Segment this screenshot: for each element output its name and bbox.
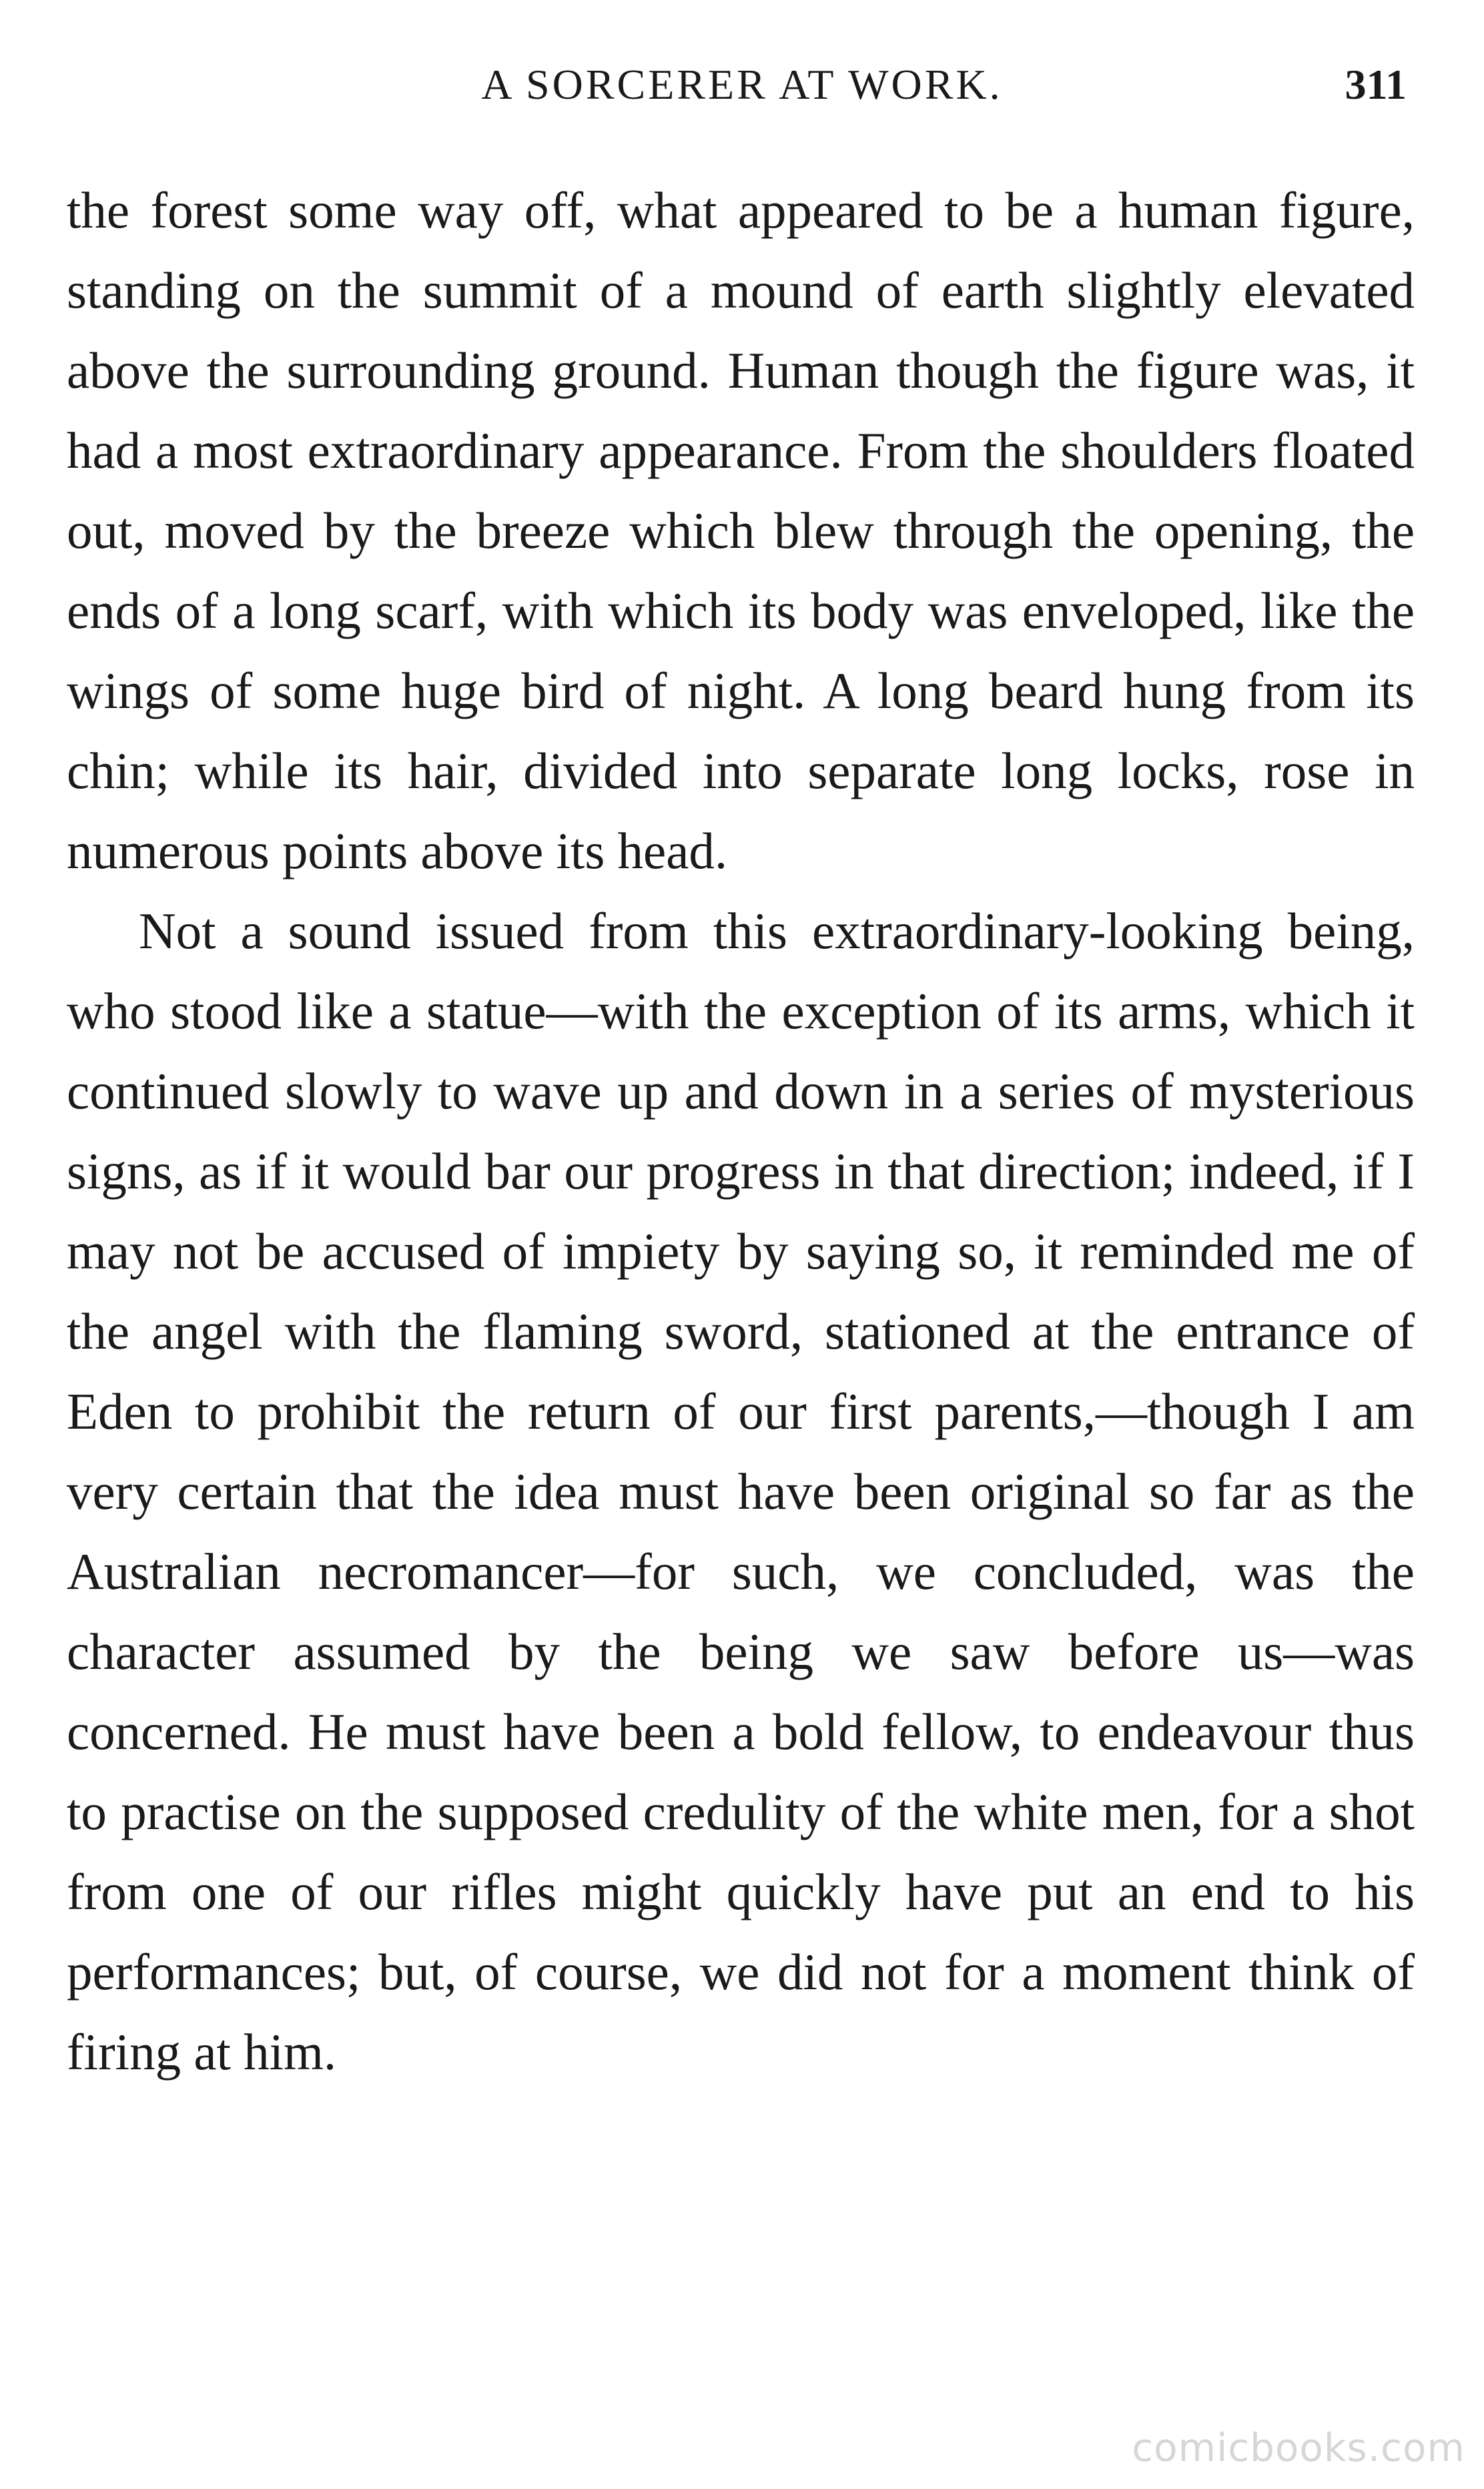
running-head: A SORCERER AT WORK. [481,61,1003,108]
paragraph-continued: the forest some way off, what appeared to be a human figure, standing on the summit of a mound of earth slightly elevated above the surrounding ground. Human though the figure was, it had a most extraordinary appearance. From the shoulders floated out, moved by the breeze which blew through the opening, the ends of a long scarf, with which its body was enveloped, like the wings of some huge bird of night. A long beard hung from its chin; while its hair, divided into separate long locks, rose in numerous points above its head. [67,182,1415,879]
page-number: 311 [1345,61,1407,108]
body-text [67,170,1415,2092]
watermark: comicbooks.com [1132,2425,1465,2470]
paragraph: Not a sound issued from this extraordinary-looking being, who stood like a statue—with the exception of its arms, which it continued slowly to wave up and down in a series of mysterious signs, as if it would bar our progress in that direction; indeed, if I may not be accused of impiety by saying so, it reminded me of the angel with the flaming sword, stationed at the entrance of Eden to prohibit the return of our first parents,—though I am very certain that the idea must have been original so far as the Australian necromancer—for such, we concluded, was the character assumed by the being we saw before us—was concerned. He must have been a bold fellow, to endeavour thus to practise on the supposed credulity of the white men, for a shot from one of our rifles might quickly have put an end to his performances; but, of course, we did not for a moment think of firing at him. [67,902,1415,2081]
page-header [67,47,1417,127]
